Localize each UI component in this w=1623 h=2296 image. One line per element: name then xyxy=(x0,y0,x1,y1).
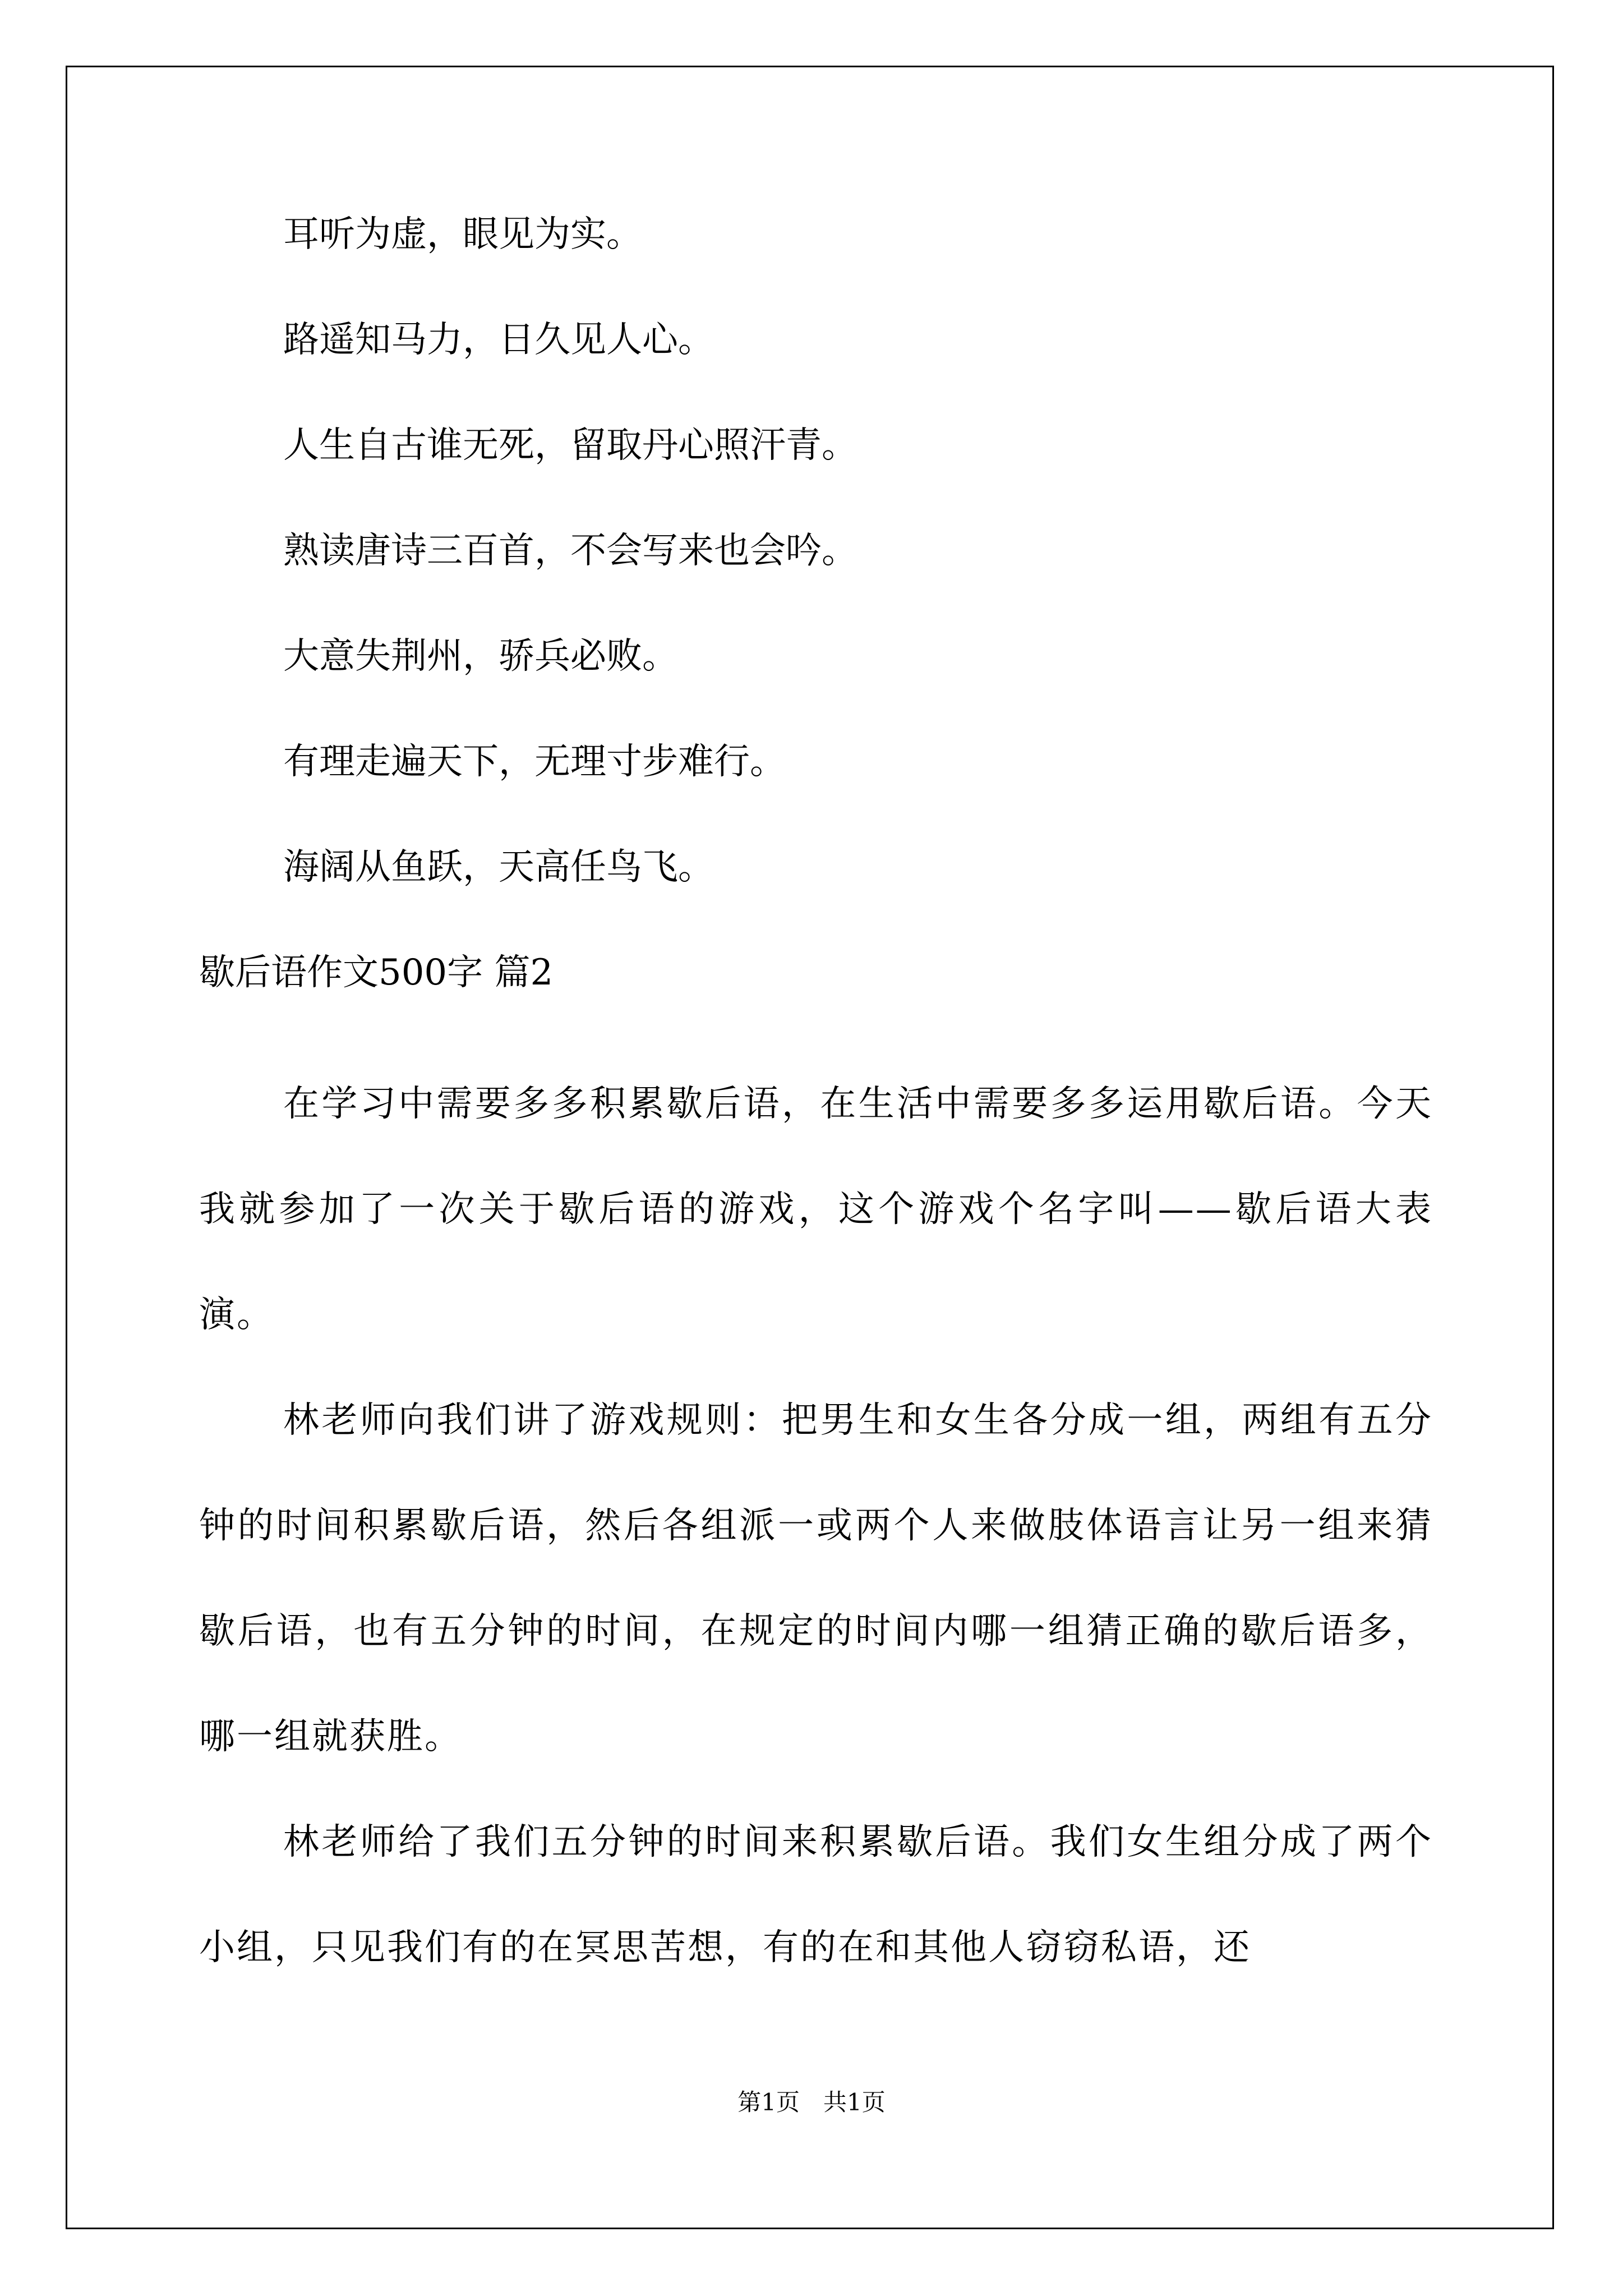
proverb-line: 海阔从鱼跃，天高任鸟飞。 xyxy=(283,846,714,888)
proverb-line: 有理走遍天下，无理寸步难行。 xyxy=(283,741,786,783)
body-paragraph: 林老师向我们讲了游戏规则：把男生和女生各分成一组，两组有五分钟的时间积累歇后语，然后各组派一或两个人来做肢体语言让另一组来猜歇后语，也有五分钟的时间，在规定的时间内哪一组猜正确的歇后语多，哪一组就获胜。 xyxy=(199,1400,1433,1757)
proverb-line: 耳听为虚，眼见为实。 xyxy=(283,214,642,255)
proverb-line: 大意失荆州，骄兵必败。 xyxy=(283,636,678,677)
page-footer: 第1页 共1页 xyxy=(737,2088,886,2116)
proverb-list xyxy=(199,208,1433,894)
section-heading: 歇后语作文500字 篇2 xyxy=(199,952,554,993)
body-paragraph: 在学习中需要多多积累歇后语，在生活中需要多多运用歇后语。今天我就参加了一次关于歇后语的游戏，这个游戏个名字叫——歇后语大表演。 xyxy=(199,1083,1433,1336)
proverb-line: 熟读唐诗三百首，不会写来也会吟。 xyxy=(283,530,857,572)
body-paragraph: 林老师给了我们五分钟的时间来积累歇后语。我们女生组分成了两个小组，只见我们有的在冥思苦想，有的在和其他人窃窃私语，还 xyxy=(199,1821,1433,1968)
proverb-line: 路遥知马力，日久见人心。 xyxy=(283,319,714,361)
proverb-line: 人生自古谁无死，留取丹心照汗青。 xyxy=(283,425,857,466)
document-body xyxy=(199,208,1433,2000)
